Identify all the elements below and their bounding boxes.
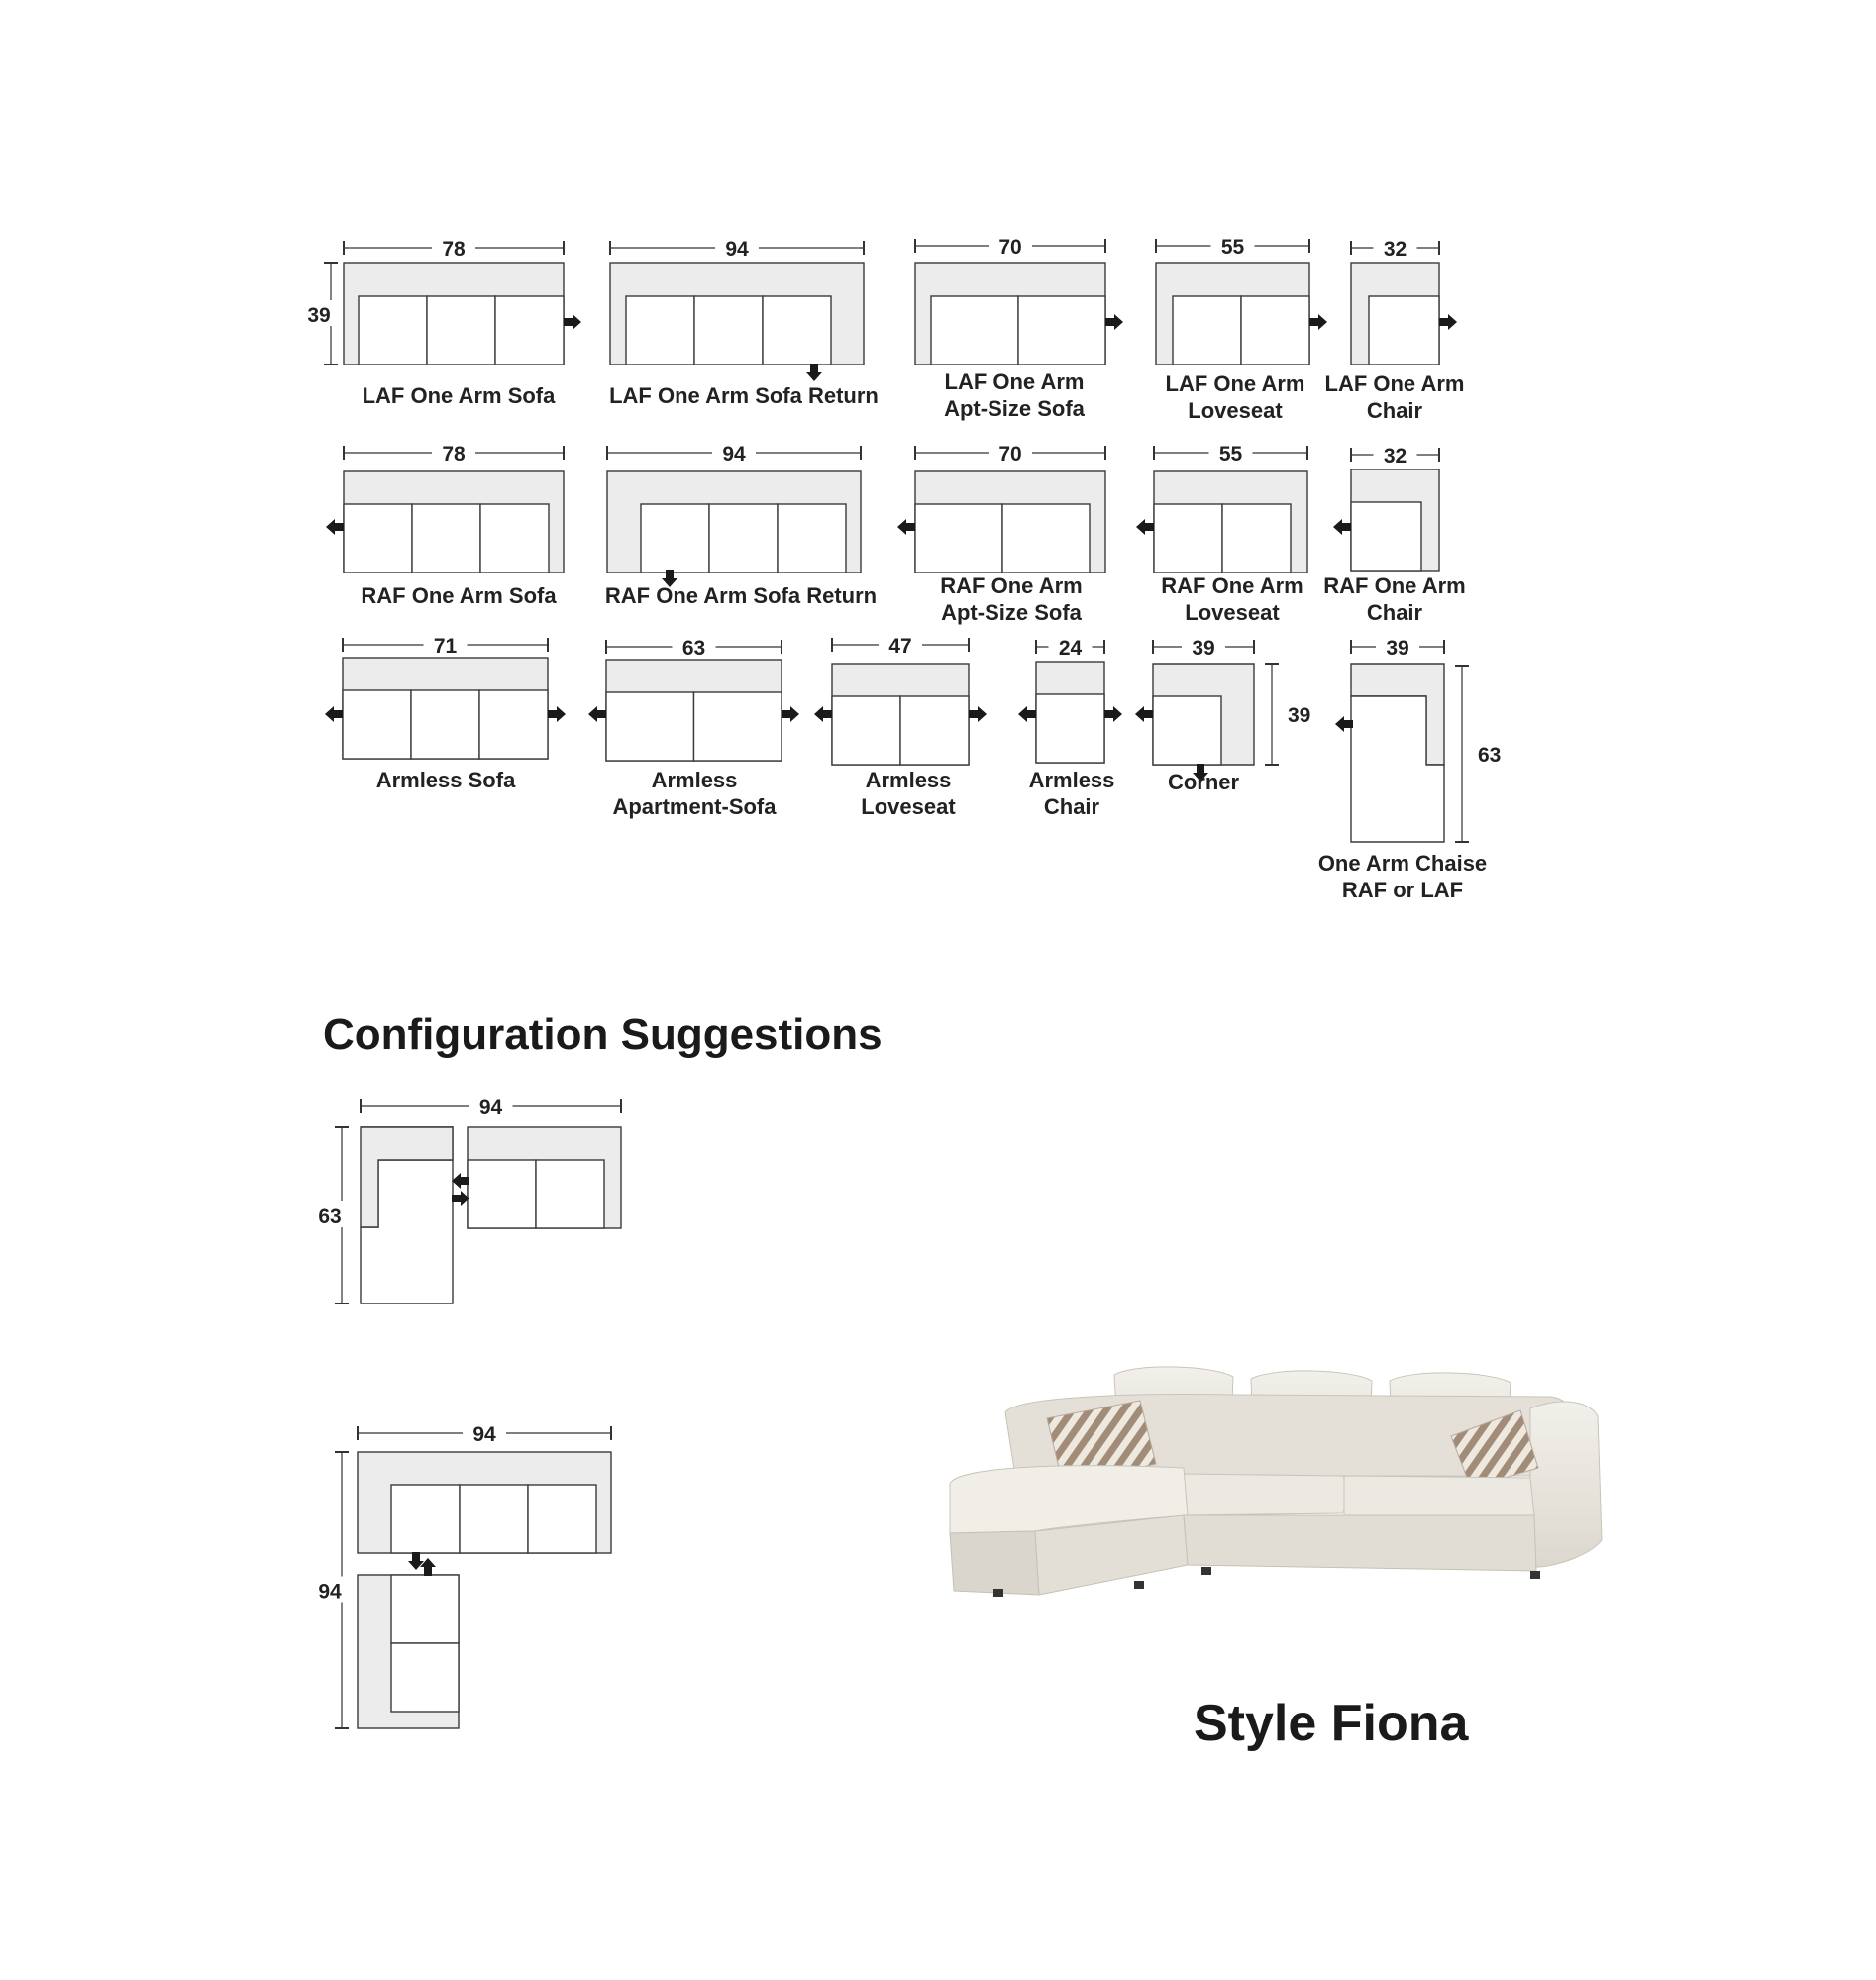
style-title: Style Fiona: [1194, 1695, 1469, 1752]
armless-apt-width-value: 63: [681, 637, 706, 660]
laf-apt-connector-arrow: [1105, 314, 1123, 330]
raf-one-arm-sofa-label-line: RAF One Arm Sofa: [361, 583, 557, 608]
corner-width-value: 39: [1192, 637, 1215, 660]
corner-label: [1045, 769, 1362, 795]
raf-loveseat-connector-arrow: [1136, 519, 1154, 535]
laf-loveseat-connector-arrow: [1309, 314, 1327, 330]
armless-loveseat-seat: [900, 696, 969, 765]
laf-one-arm-sofa-return-label-line: LAF One Arm Sofa Return: [609, 383, 879, 408]
armless-apt-seat: [694, 692, 782, 761]
armless-loveseat-right-arrow: [969, 706, 987, 722]
raf-sofa-width-value: 78: [442, 443, 466, 466]
armless-sofa-seat: [343, 690, 411, 759]
config2-seat-a: [391, 1575, 459, 1643]
raf-loveseat-seat: [1154, 504, 1222, 573]
config1-depth: [318, 1127, 346, 1303]
raf-return-width-value: 94: [722, 443, 746, 466]
config1-arrow-left: [452, 1173, 469, 1189]
raf-sofa-seat: [480, 504, 549, 573]
corner-width: [1153, 635, 1254, 660]
raf-one-arm-chair-label-line: RAF One Arm: [1323, 573, 1466, 598]
laf-sofa-depth-value: 39: [307, 304, 331, 327]
armless-chair-width: [1036, 635, 1104, 660]
raf-return-seat: [641, 504, 709, 573]
raf-one-arm-loveseat-label-line: Loveseat: [1185, 600, 1280, 625]
laf-one-arm-chair-label: [1236, 370, 1553, 424]
raf-chair-seat: [1351, 502, 1421, 571]
armless-loveseat-seat: [832, 696, 900, 765]
armless-loveseat-width-value: 47: [888, 635, 912, 658]
raf-one-arm-sofa-label: [300, 582, 617, 609]
config2-arrow-down: [408, 1552, 424, 1570]
laf-apt-width: [915, 234, 1105, 259]
armless-sofa-width: [343, 633, 548, 658]
config1-width: [361, 1094, 621, 1119]
armless-chair-width-value: 24: [1058, 637, 1083, 660]
laf-apt-seat: [1018, 296, 1105, 365]
laf-return-width-value: 94: [725, 238, 749, 261]
raf-return-width: [607, 441, 861, 466]
raf-one-arm-loveseat-label-line: RAF One Arm: [1161, 573, 1303, 598]
raf-apt-width: [915, 441, 1105, 466]
raf-loveseat-width: [1154, 441, 1307, 466]
corner-seat: [1153, 696, 1221, 765]
armless-sofa-right-arrow: [548, 706, 566, 722]
armless-sofa-seat: [479, 690, 548, 759]
chaise-depth-value: 63: [1478, 744, 1502, 767]
laf-sofa-depth: [307, 263, 335, 365]
raf-sofa-seat: [344, 504, 412, 573]
armless-apartment-sofa-label-line: Armless: [651, 768, 738, 792]
raf-loveseat-width-value: 55: [1218, 443, 1243, 466]
config1-loveseat-seat: [468, 1160, 536, 1228]
laf-one-arm-chair-label-line: LAF One Arm: [1324, 371, 1465, 396]
laf-one-arm-loveseat-label-line: Loveseat: [1188, 398, 1283, 423]
config2-return-seat: [460, 1485, 528, 1553]
laf-return-seat: [694, 296, 763, 365]
one-arm-chaise-label-line: RAF or LAF: [1341, 878, 1464, 902]
armless-chair-label-line: Chair: [1043, 794, 1100, 819]
armless-sofa-seat: [411, 690, 479, 759]
laf-one-arm-loveseat-label-line: LAF One Arm: [1165, 371, 1305, 396]
corner-depth-value: 39: [1288, 704, 1311, 727]
config2-seat-b: [391, 1643, 459, 1712]
raf-one-arm-apt-size-sofa-label-line: RAF One Arm: [940, 573, 1083, 598]
laf-chair-connector-arrow: [1439, 314, 1457, 330]
armless-sofa-width-value: 71: [433, 635, 458, 658]
config1-loveseat-seat: [536, 1160, 604, 1228]
config1-arrow-right: [452, 1191, 469, 1206]
chaise-depth: [1462, 666, 1501, 842]
raf-apt-seat: [1002, 504, 1090, 573]
laf-loveseat-seat: [1173, 296, 1241, 365]
armless-chair-label-line: Armless: [1028, 768, 1115, 792]
raf-apt-seat: [915, 504, 1002, 573]
raf-sofa-connector-arrow: [326, 519, 344, 535]
laf-loveseat-seat: [1241, 296, 1309, 365]
laf-sofa-seat: [495, 296, 564, 365]
laf-one-arm-apt-size-sofa-label-line: Apt-Size Sofa: [944, 396, 1085, 421]
laf-sofa-connector-arrow: [564, 314, 581, 330]
laf-one-arm-apt-size-sofa-label-line: LAF One Arm: [944, 369, 1085, 394]
laf-loveseat-width: [1156, 234, 1309, 259]
config2-return-seat: [391, 1485, 460, 1553]
raf-sofa-width: [344, 441, 564, 466]
raf-loveseat-seat: [1222, 504, 1291, 573]
armless-sofa-left-arrow: [325, 706, 343, 722]
armless-chair-left-arrow: [1018, 706, 1036, 722]
raf-apt-connector-arrow: [897, 519, 915, 535]
armless-loveseat-width: [832, 633, 969, 658]
laf-sofa-width-value: 78: [442, 238, 466, 261]
laf-chair-seat: [1369, 296, 1439, 365]
armless-apt-right-arrow: [782, 706, 799, 722]
config2-width-value: 94: [472, 1423, 496, 1446]
laf-chair-width-value: 32: [1383, 238, 1407, 261]
armless-apt-left-arrow: [588, 706, 606, 722]
config2-return-seat: [528, 1485, 596, 1553]
armless-apt-width: [606, 635, 782, 660]
config2-width: [358, 1421, 611, 1446]
armless-loveseat-left-arrow: [814, 706, 832, 722]
armless-loveseat-label-line: Armless: [865, 768, 952, 792]
one-arm-chaise-label: [1244, 850, 1561, 903]
chaise-width-value: 39: [1386, 637, 1409, 660]
laf-one-arm-sofa-return-label: [585, 382, 902, 409]
config2-arrow-up: [420, 1558, 436, 1576]
config2-depth: [318, 1452, 346, 1728]
one-arm-chaise-label-line: One Arm Chaise: [1317, 851, 1488, 876]
laf-one-arm-sofa-label: [300, 382, 617, 409]
armless-chair-seat: [1036, 694, 1104, 763]
section-title: Configuration Suggestions: [323, 1010, 883, 1059]
raf-chair-connector-arrow: [1333, 519, 1351, 535]
raf-one-arm-apt-size-sofa-label-line: Apt-Size Sofa: [941, 600, 1082, 625]
raf-return-seat: [778, 504, 846, 573]
raf-one-arm-chair-label: [1236, 573, 1553, 626]
raf-one-arm-sofa-return-label-line: RAF One Arm Sofa Return: [604, 583, 878, 608]
armless-apt-seat: [606, 692, 694, 761]
armless-sofa-label-line: Armless Sofa: [375, 768, 516, 792]
corner-left-arrow: [1135, 706, 1153, 722]
laf-loveseat-width-value: 55: [1220, 236, 1245, 259]
laf-sofa-seat: [359, 296, 427, 365]
laf-return-width: [610, 236, 864, 261]
raf-chair-width: [1351, 443, 1439, 468]
config1-depth-value: 63: [318, 1205, 342, 1228]
config1-width-value: 94: [478, 1096, 503, 1119]
config2-depth-value: 94: [318, 1580, 342, 1604]
raf-one-arm-sofa-return-label: [582, 582, 899, 609]
raf-apt-width-value: 70: [998, 443, 1022, 466]
armless-apartment-sofa-label-line: Apartment-Sofa: [612, 794, 777, 819]
laf-sofa-seat: [427, 296, 495, 365]
armless-loveseat-label-line: Loveseat: [861, 794, 956, 819]
raf-sofa-seat: [412, 504, 480, 573]
corner-label-line: Corner: [1167, 770, 1240, 794]
chaise-width: [1351, 635, 1444, 660]
corner-depth: [1272, 664, 1310, 765]
laf-return-seat: [626, 296, 694, 365]
raf-one-arm-chair-label-line: Chair: [1366, 600, 1423, 625]
laf-one-arm-chair-label-line: Chair: [1366, 398, 1423, 423]
laf-one-arm-sofa-label-line: LAF One Arm Sofa: [362, 383, 556, 408]
sofa-product-image: [936, 1357, 1610, 1615]
raf-chair-width-value: 32: [1383, 445, 1407, 468]
laf-return-seat: [763, 296, 831, 365]
laf-apt-seat: [931, 296, 1018, 365]
armless-chair-right-arrow: [1104, 706, 1122, 722]
laf-chair-width: [1351, 236, 1439, 261]
laf-apt-width-value: 70: [998, 236, 1022, 259]
laf-return-connector-arrow: [806, 364, 822, 381]
laf-sofa-width: [344, 236, 564, 261]
raf-return-seat: [709, 504, 778, 573]
